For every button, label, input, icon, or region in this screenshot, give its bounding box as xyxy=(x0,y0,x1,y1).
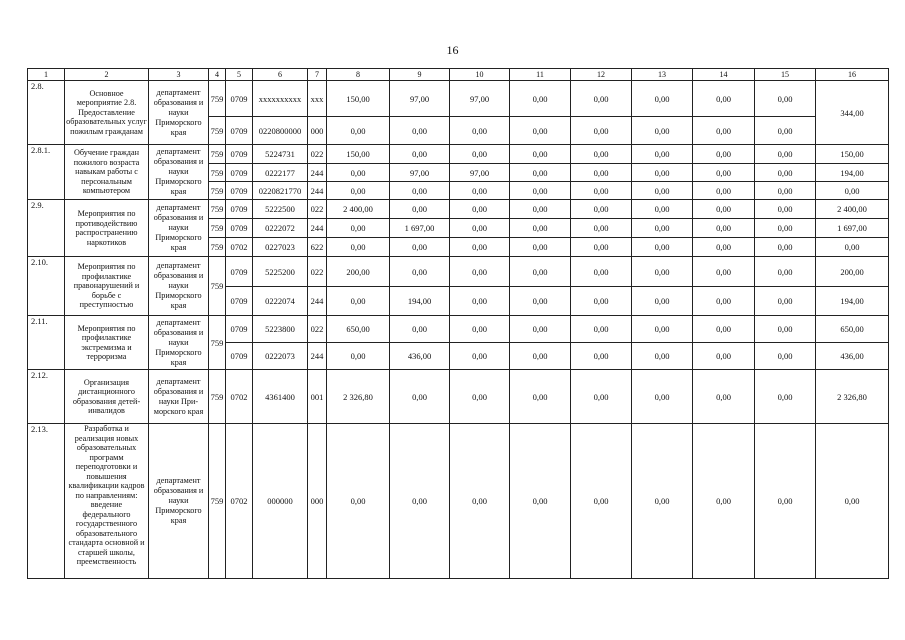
cell: 0,00 xyxy=(327,287,390,316)
cell: 1 697,00 xyxy=(816,219,889,238)
cell: 200,00 xyxy=(327,257,390,287)
cell: 0,00 xyxy=(390,117,450,145)
cell: 0,00 xyxy=(632,164,693,182)
table-row xyxy=(28,200,889,219)
item-description: Разработка и реализация новых образовательных программ переподготовки и повышения квалификации кадров по направлениям: введение федерального государственного образовательного стандарта основной и старшей школы, преемственность xyxy=(65,424,149,579)
cell: 194,00 xyxy=(390,287,450,316)
cell: 759 xyxy=(209,164,226,182)
grbs-cell: 759 xyxy=(209,257,226,316)
cell: 650,00 xyxy=(816,316,889,343)
cell: 0,00 xyxy=(632,424,693,579)
cell: 0,00 xyxy=(510,257,571,287)
cell: 0,00 xyxy=(632,370,693,424)
table-row xyxy=(28,81,889,117)
cell: 759 xyxy=(209,424,226,579)
cell: 244 xyxy=(308,219,327,238)
cell: 0,00 xyxy=(510,219,571,238)
cell: 0709 xyxy=(226,316,253,343)
cell: 0,00 xyxy=(571,81,632,117)
cell: 0,00 xyxy=(816,424,889,579)
cell: 0,00 xyxy=(693,182,755,200)
cell: 0,00 xyxy=(327,238,390,257)
cell: 759 xyxy=(209,81,226,117)
cell: 194,00 xyxy=(816,287,889,316)
cell: 0,00 xyxy=(755,287,816,316)
cell: 0,00 xyxy=(390,424,450,579)
cell: 0,00 xyxy=(755,370,816,424)
cell: 0,00 xyxy=(693,145,755,164)
cell: 0,00 xyxy=(327,219,390,238)
budget-table xyxy=(27,68,889,579)
col-num: 14 xyxy=(693,69,755,81)
cell: 0,00 xyxy=(755,182,816,200)
cell: 0,00 xyxy=(693,424,755,579)
cell: 0,00 xyxy=(755,316,816,343)
cell: 436,00 xyxy=(816,343,889,370)
cell: 0,00 xyxy=(693,316,755,343)
cell: 0,00 xyxy=(390,182,450,200)
department: департамент образования и науки Приморского края xyxy=(149,424,209,579)
cell: 0,00 xyxy=(632,343,693,370)
cell: 0,00 xyxy=(327,343,390,370)
cell: 0,00 xyxy=(632,117,693,145)
table-row xyxy=(28,257,889,287)
cell: 0709 xyxy=(226,117,253,145)
item-number: 2.8.1. xyxy=(28,145,65,200)
col-num: 5 xyxy=(226,69,253,81)
cell: 0,00 xyxy=(571,117,632,145)
cell: 0,00 xyxy=(632,182,693,200)
cell: 0,00 xyxy=(450,145,510,164)
cell: 0,00 xyxy=(450,343,510,370)
cell: 0709 xyxy=(226,287,253,316)
cell: 0709 xyxy=(226,164,253,182)
cell: 0,00 xyxy=(632,238,693,257)
cell: 0,00 xyxy=(510,370,571,424)
cell: 0,00 xyxy=(571,164,632,182)
cell: 0702 xyxy=(226,370,253,424)
cell: 0709 xyxy=(226,145,253,164)
cell: 97,00 xyxy=(450,81,510,117)
cell: 000 xyxy=(308,117,327,145)
item-number: 2.9. xyxy=(28,200,65,257)
item-description: Мероприятия по противодействию распространению наркотиков xyxy=(65,200,149,257)
cell: 0,00 xyxy=(755,424,816,579)
cell: 759 xyxy=(209,219,226,238)
cell: 2 400,00 xyxy=(327,200,390,219)
col-num: 1 xyxy=(28,69,65,81)
cell: 0,00 xyxy=(632,287,693,316)
cell: 0,00 xyxy=(571,145,632,164)
cell: 0,00 xyxy=(693,238,755,257)
cell: 0,00 xyxy=(327,117,390,145)
cell: 0222072 xyxy=(253,219,308,238)
cell: 0,00 xyxy=(571,287,632,316)
cell: 0,00 xyxy=(390,257,450,287)
cell: 244 xyxy=(308,182,327,200)
cell: 622 xyxy=(308,238,327,257)
cell: 0,00 xyxy=(327,164,390,182)
department: департамент образования и науки При-морского края xyxy=(149,370,209,424)
cell: 0,00 xyxy=(571,182,632,200)
department: департамент образования и науки Приморского края xyxy=(149,81,209,145)
cell: 0,00 xyxy=(510,287,571,316)
cell: 0,00 xyxy=(510,238,571,257)
col-num: 16 xyxy=(816,69,889,81)
cell: 5224731 xyxy=(253,145,308,164)
cell: 0222177 xyxy=(253,164,308,182)
cell: 0,00 xyxy=(327,424,390,579)
cell: 0,00 xyxy=(693,287,755,316)
cell: 0,00 xyxy=(450,370,510,424)
total-cell: 344,00 xyxy=(816,81,889,145)
cell: 200,00 xyxy=(816,257,889,287)
cell: 97,00 xyxy=(390,81,450,117)
cell: 0709 xyxy=(226,81,253,117)
cell: 0,00 xyxy=(450,316,510,343)
table-row xyxy=(28,370,889,424)
cell: 0702 xyxy=(226,424,253,579)
item-description: Основное мероприятие 2.8. Предоставление образовательных услуг пожилым гражданам xyxy=(65,81,149,145)
item-number: 2.8. xyxy=(28,81,65,145)
cell: 759 xyxy=(209,117,226,145)
cell: 0709 xyxy=(226,200,253,219)
column-number-row xyxy=(28,69,889,81)
item-description: Мероприятия по профилактике правонарушений и борьбе с преступностью xyxy=(65,257,149,316)
cell: 0709 xyxy=(226,257,253,287)
cell: 0,00 xyxy=(693,200,755,219)
col-num: 4 xyxy=(209,69,226,81)
department: департамент образования и науки Приморского края xyxy=(149,145,209,200)
cell: 0,00 xyxy=(632,81,693,117)
cell: 0,00 xyxy=(450,238,510,257)
cell: 0,00 xyxy=(571,370,632,424)
cell: 150,00 xyxy=(327,145,390,164)
table-row xyxy=(28,424,889,579)
cell: 0,00 xyxy=(450,424,510,579)
cell: 0,00 xyxy=(693,257,755,287)
col-num: 10 xyxy=(450,69,510,81)
cell: 0,00 xyxy=(390,145,450,164)
cell: 5225200 xyxy=(253,257,308,287)
cell: 0,00 xyxy=(755,200,816,219)
cell: 0,00 xyxy=(571,343,632,370)
cell: 759 xyxy=(209,200,226,219)
cell: 0702 xyxy=(226,238,253,257)
cell: 0,00 xyxy=(571,219,632,238)
cell: 022 xyxy=(308,145,327,164)
cell: 0,00 xyxy=(390,370,450,424)
cell: 0,00 xyxy=(571,238,632,257)
cell: xxx xyxy=(308,81,327,117)
cell: 0,00 xyxy=(816,238,889,257)
cell: 0,00 xyxy=(632,316,693,343)
cell: 0,00 xyxy=(755,164,816,182)
cell: 436,00 xyxy=(390,343,450,370)
cell: 0,00 xyxy=(755,145,816,164)
cell: 1 697,00 xyxy=(390,219,450,238)
cell: 244 xyxy=(308,343,327,370)
cell: 0,00 xyxy=(571,424,632,579)
cell: 0,00 xyxy=(450,257,510,287)
cell: 001 xyxy=(308,370,327,424)
cell: 0,00 xyxy=(632,145,693,164)
department: департамент образования и науки Приморского края xyxy=(149,200,209,257)
cell: 0220821770 xyxy=(253,182,308,200)
cell: 244 xyxy=(308,164,327,182)
item-number: 2.10. xyxy=(28,257,65,316)
cell: 0,00 xyxy=(755,343,816,370)
cell: 0,00 xyxy=(632,219,693,238)
grbs-cell: 759 xyxy=(209,316,226,370)
item-description: Мероприятия по профилактике экстремизма и терроризма xyxy=(65,316,149,370)
cell: 0,00 xyxy=(450,182,510,200)
cell: 0,00 xyxy=(755,219,816,238)
cell: 150,00 xyxy=(327,81,390,117)
cell: 022 xyxy=(308,200,327,219)
col-num: 6 xyxy=(253,69,308,81)
item-description: Обучение граждан пожилого возраста навыкам работы с персональным компьютером xyxy=(65,145,149,200)
cell: 244 xyxy=(308,287,327,316)
cell: 0,00 xyxy=(755,117,816,145)
cell: 97,00 xyxy=(390,164,450,182)
cell: 0222073 xyxy=(253,343,308,370)
cell: 5223800 xyxy=(253,316,308,343)
cell: 0,00 xyxy=(510,81,571,117)
col-num: 9 xyxy=(390,69,450,81)
cell: 0,00 xyxy=(571,257,632,287)
cell: 0,00 xyxy=(755,238,816,257)
department: департамент образования и науки Приморского края xyxy=(149,316,209,370)
cell: 0709 xyxy=(226,219,253,238)
cell: 0,00 xyxy=(693,219,755,238)
cell: 0,00 xyxy=(510,424,571,579)
cell: 0,00 xyxy=(327,182,390,200)
cell: 0,00 xyxy=(390,200,450,219)
col-num: 11 xyxy=(510,69,571,81)
cell: 194,00 xyxy=(816,164,889,182)
cell: 0,00 xyxy=(450,219,510,238)
cell: 759 xyxy=(209,238,226,257)
col-num: 12 xyxy=(571,69,632,81)
cell: 5222500 xyxy=(253,200,308,219)
cell: 0,00 xyxy=(693,164,755,182)
item-description: Организация дистанционного образования детей-инвалидов xyxy=(65,370,149,424)
item-number: 2.12. xyxy=(28,370,65,424)
cell: 0,00 xyxy=(510,145,571,164)
table-row xyxy=(28,316,889,343)
cell: 0,00 xyxy=(632,257,693,287)
department: департамент образования и науки Приморского края xyxy=(149,257,209,316)
cell: 000 xyxy=(308,424,327,579)
cell: 0,00 xyxy=(510,316,571,343)
cell: 0222074 xyxy=(253,287,308,316)
cell: 0,00 xyxy=(510,117,571,145)
col-num: 2 xyxy=(65,69,149,81)
cell: 0,00 xyxy=(510,164,571,182)
cell: 0,00 xyxy=(450,117,510,145)
cell: 759 xyxy=(209,182,226,200)
cell: 0,00 xyxy=(632,200,693,219)
cell: 0,00 xyxy=(390,316,450,343)
cell: 000000 xyxy=(253,424,308,579)
col-num: 7 xyxy=(308,69,327,81)
cell: 150,00 xyxy=(816,145,889,164)
cell: xxxxxxxxxx xyxy=(253,81,308,117)
col-num: 8 xyxy=(327,69,390,81)
cell: 0,00 xyxy=(755,257,816,287)
cell: 759 xyxy=(209,370,226,424)
cell: 97,00 xyxy=(450,164,510,182)
cell: 0,00 xyxy=(693,370,755,424)
cell: 0,00 xyxy=(510,200,571,219)
page-number: 16 xyxy=(446,43,459,57)
cell: 0,00 xyxy=(693,81,755,117)
cell: 0,00 xyxy=(510,182,571,200)
cell: 022 xyxy=(308,316,327,343)
cell: 0709 xyxy=(226,343,253,370)
col-num: 3 xyxy=(149,69,209,81)
cell: 2 400,00 xyxy=(816,200,889,219)
cell: 0,00 xyxy=(390,238,450,257)
cell: 0,00 xyxy=(571,316,632,343)
item-number: 2.13. xyxy=(28,424,65,579)
cell: 0,00 xyxy=(755,81,816,117)
cell: 4361400 xyxy=(253,370,308,424)
col-num: 15 xyxy=(755,69,816,81)
cell: 0,00 xyxy=(571,200,632,219)
table-row xyxy=(28,145,889,164)
cell: 759 xyxy=(209,145,226,164)
cell: 2 326,80 xyxy=(816,370,889,424)
cell: 0220800000 xyxy=(253,117,308,145)
cell: 0,00 xyxy=(450,200,510,219)
cell: 022 xyxy=(308,257,327,287)
item-number: 2.11. xyxy=(28,316,65,370)
cell: 0709 xyxy=(226,182,253,200)
cell: 0,00 xyxy=(450,287,510,316)
cell: 0,00 xyxy=(693,117,755,145)
cell: 0,00 xyxy=(510,343,571,370)
col-num: 13 xyxy=(632,69,693,81)
cell: 650,00 xyxy=(327,316,390,343)
cell: 0,00 xyxy=(693,343,755,370)
cell: 2 326,80 xyxy=(327,370,390,424)
cell: 0,00 xyxy=(816,182,889,200)
cell: 0227023 xyxy=(253,238,308,257)
